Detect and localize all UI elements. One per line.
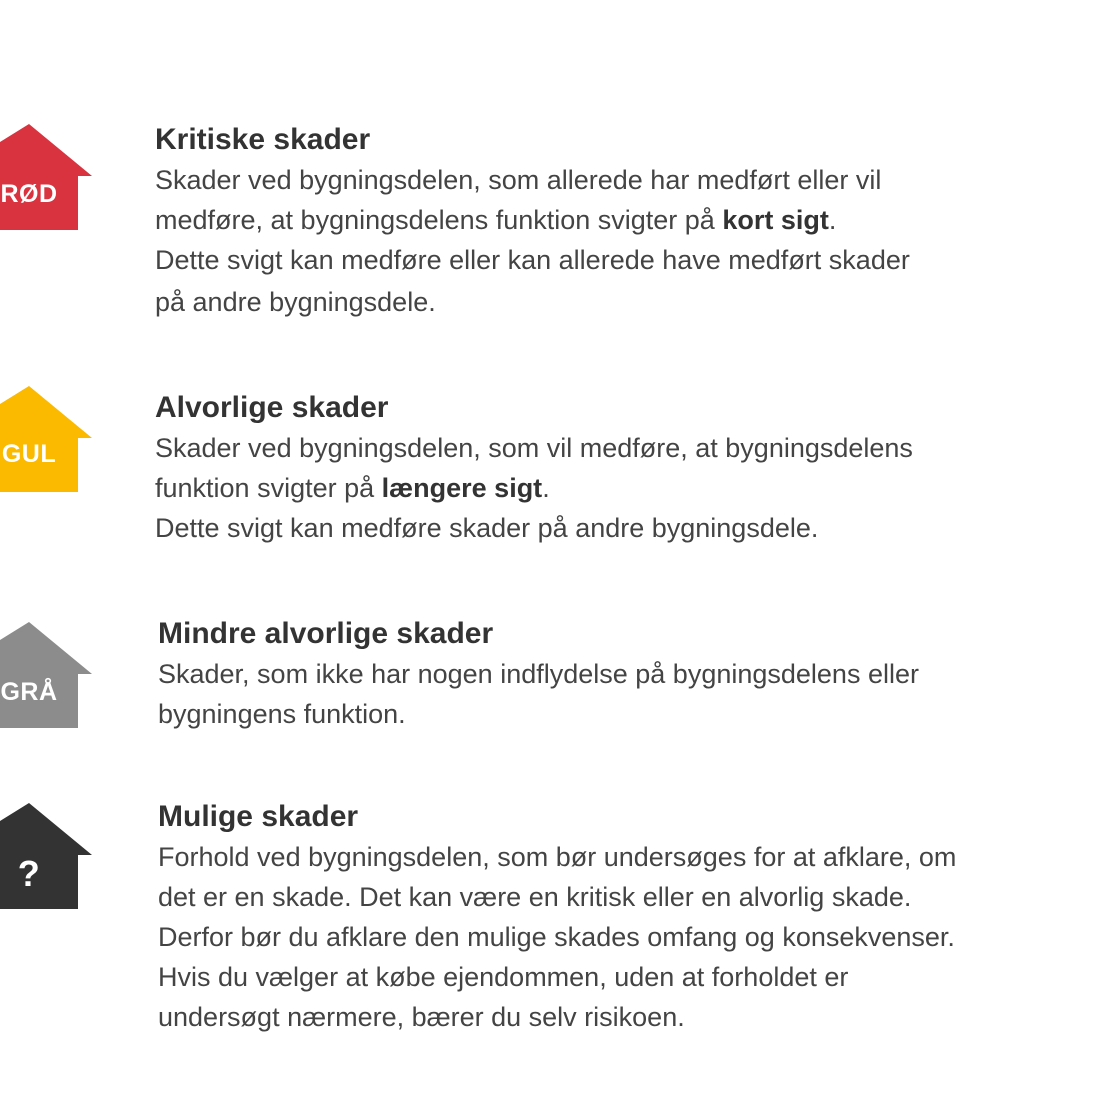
house-icon-grey (0, 622, 92, 728)
description-line: bygningens funktion. (158, 699, 406, 729)
description-line: undersøgt nærmere, bærer du selv risikoen. (158, 1002, 685, 1032)
badge-label-yellow: GUL (1, 440, 57, 468)
badge-label-red: RØD (0, 180, 58, 208)
description-line: Derfor bør du afklare den mulige skades omfang og konsekvenser. (158, 922, 955, 952)
legend-text-grey (158, 614, 919, 734)
legend-title-yellow: Alvorlige skader (155, 391, 389, 424)
legend-text-dark (158, 797, 956, 1037)
legend-text-yellow (155, 388, 913, 548)
description-line: på andre bygningsdele. (155, 287, 436, 317)
legend-title-dark: Mulige skader (158, 800, 359, 833)
house-icon-red (0, 124, 92, 230)
legend-title-grey: Mindre alvorlige skader (158, 617, 494, 650)
house-icon-yellow (0, 386, 92, 492)
description-line: Dette svigt kan medføre eller kan allerede have medført skader (155, 245, 910, 275)
description-line: medføre, at bygningsdelens funktion svigter på kort sigt. (155, 205, 837, 235)
house-icon-dark (0, 803, 92, 909)
description-line: Hvis du vælger at købe ejendommen, uden at forholdet er (158, 962, 849, 992)
description-line: Skader, som ikke har nogen indflydelse på bygningsdelens eller (158, 659, 919, 689)
badge-label-dark: ? (17, 853, 41, 894)
house-shape-dark (0, 803, 92, 909)
description-line: funktion svigter på længere sigt. (155, 473, 550, 503)
badge-label-grey: GRÅ (0, 678, 58, 706)
emphasis-text: kort sigt (722, 205, 829, 235)
legend-text-red (155, 120, 910, 322)
description-line: det er en skade. Det kan være en kritisk eller en alvorlig skade. (158, 882, 912, 912)
legend-title-red: Kritiske skader (155, 123, 371, 156)
description-line: Skader ved bygningsdelen, som allerede har medført eller vil (155, 165, 882, 195)
description-line: Forhold ved bygningsdelen, som bør undersøges for at afklare, om (158, 842, 957, 872)
description-line: Dette svigt kan medføre skader på andre bygningsdele. (155, 513, 819, 543)
description-line: Skader ved bygningsdelen, som vil medføre, at bygningsdelens (155, 433, 913, 463)
emphasis-text: længere sigt (381, 473, 543, 503)
house-polygon-dark (0, 803, 92, 909)
